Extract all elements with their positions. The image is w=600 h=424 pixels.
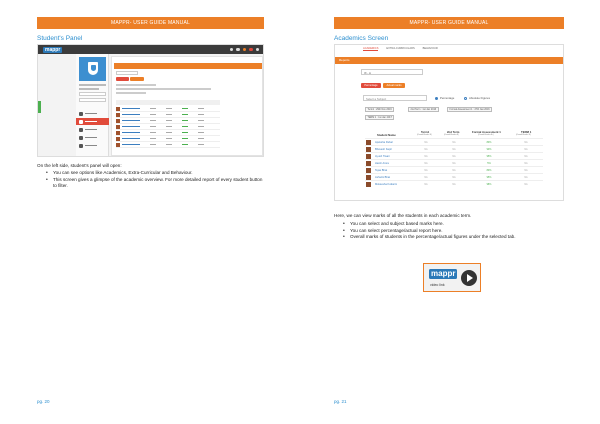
tab-behaviour: BEHAVIOUR (422, 46, 438, 50)
cell: NA (424, 148, 428, 151)
actual-marks-pill: Actual marks (383, 83, 405, 88)
column-subheader: (Overall Grade: B) (516, 133, 531, 136)
student-info-line (79, 84, 106, 86)
class-dropdown-value: IX - A (364, 70, 371, 75)
calendar-icon (79, 144, 83, 148)
term-tag: TERM 1 : 1st Jan 2017 (365, 115, 394, 120)
class-select (116, 71, 138, 75)
tabs (363, 47, 438, 51)
trophy-icon (79, 128, 83, 132)
tab-extra-curriculars: EXTRA-CURRICULARS (386, 46, 415, 50)
bullet-item: • This screen gives a glimpse of the academic overview. For more detailed report of every student button to filter. (43, 177, 263, 189)
table-row (365, 166, 543, 173)
bullet-item: • You can select and subject based marks here. (340, 221, 562, 227)
term-tag: Formal Assessment 1 : 27th Jan 2016 (447, 107, 492, 112)
sidebar-item-academics (76, 118, 109, 125)
radio-absolute-label: Absolute Figures (469, 96, 490, 100)
report-main (111, 56, 263, 156)
pill-button (130, 77, 144, 81)
bullet-item: • Overall marks of students in the percentage/actual figures under the selected tab. (340, 234, 562, 240)
student-name: Ashwini Bhat (375, 176, 390, 179)
alert-icon (249, 48, 253, 52)
cell: NA (452, 176, 456, 179)
bullet-list (340, 221, 562, 241)
mappr-logo: mappr (45, 46, 61, 53)
cell: NA (524, 162, 528, 165)
table-row (365, 180, 543, 187)
cell: NA (452, 148, 456, 151)
cell: NA (424, 176, 428, 179)
students-panel-screenshot (37, 44, 264, 157)
page-header: MAPPR- USER GUIDE MANUAL (334, 17, 564, 29)
video-link-thumbnail[interactable] (423, 263, 481, 292)
cell: NA (424, 141, 428, 144)
term-tag: 2nd Term : 1st Jan 2016 (408, 107, 439, 112)
avatar (366, 182, 371, 187)
pill-button (116, 77, 129, 81)
student-sidebar (76, 54, 109, 157)
intro-text: Here, we can view marks of all the students in each academic term. (334, 213, 472, 218)
student-name: Moksesha Kulkarni (375, 183, 397, 186)
home-icon (79, 112, 83, 116)
column-subheader: (Overall Grade: A+) (478, 133, 494, 136)
cell: 80% (486, 141, 492, 144)
table-row (365, 145, 543, 152)
cell: NA (452, 183, 456, 186)
bell-icon (236, 48, 240, 52)
cell: 98% (486, 183, 492, 186)
percentage-pill: Percentage (361, 83, 381, 88)
sidebar-item (76, 142, 109, 149)
column-header: Term1 (421, 130, 430, 134)
student-select (79, 98, 106, 102)
table-row (365, 159, 543, 166)
cell: NA (424, 169, 428, 172)
student-name: Bhavesh Kapil (375, 148, 392, 151)
radio-percentage (435, 97, 438, 100)
cell: 90% (486, 148, 492, 151)
user-icon (256, 48, 260, 52)
feedback-tab (38, 101, 41, 113)
school-crest-icon (88, 62, 98, 75)
page-header: MAPPR- USER GUIDE MANUAL (37, 17, 264, 29)
cell: NA (524, 141, 528, 144)
sidebar-item (76, 134, 109, 141)
academics-screenshot (334, 44, 564, 201)
cell: 80% (486, 169, 492, 172)
cell: 95% (486, 176, 492, 179)
class-dropdown (361, 69, 423, 75)
section-title: Student's Panel (37, 35, 83, 42)
app-topbar (38, 45, 263, 54)
radio-percentage-label: Percentage (440, 96, 455, 100)
topbar-icons (230, 48, 260, 52)
people-icon (79, 136, 83, 140)
cell: NA (452, 155, 456, 158)
cell: 5% (487, 162, 491, 165)
mappr-logo: mappr (431, 269, 456, 278)
sidebar-item (76, 126, 109, 133)
cell: NA (452, 162, 456, 165)
cell: NA (524, 148, 528, 151)
table-row (365, 138, 543, 145)
cell: NA (452, 169, 456, 172)
panel-title: Reports (339, 58, 350, 62)
panel-header (114, 63, 262, 69)
cell: NA (524, 155, 528, 158)
table-header (116, 100, 220, 105)
filter-line (116, 84, 156, 86)
subject-select (363, 95, 427, 101)
cell: NA (424, 155, 428, 158)
table-row (365, 173, 543, 180)
column-subheader: (Overall Grade: A) (444, 133, 459, 136)
video-link-label: video link (430, 283, 445, 287)
cell: NA (524, 183, 528, 186)
page-number: pg. 21 (334, 399, 347, 404)
student-info-line (79, 88, 99, 90)
intro-text: On the left side, student's panel will open: (37, 163, 122, 168)
radio-absolute (464, 97, 467, 100)
column-header: TERM 1 (521, 130, 532, 134)
cell: 95% (486, 155, 492, 158)
column-header: 2nd Term (447, 130, 460, 134)
bullet-item: • You can see options like Academics, Extra-Curricular and Behaviour. (43, 170, 263, 176)
column-header: Formal Assessment 1 (472, 130, 501, 134)
bullet-item: • You can select percentage/actual report here. (340, 228, 562, 234)
profile-banner (79, 57, 106, 81)
cell: NA (524, 176, 528, 179)
cell: NA (452, 141, 456, 144)
student-name: Harsh Arora (375, 162, 389, 165)
section-title: Academics Screen (334, 35, 389, 42)
column-subheader: (Overall Grade: B) (417, 133, 432, 136)
play-icon[interactable] (461, 270, 477, 286)
term-tag: Term1 : 29th Nov 2016 (365, 107, 394, 112)
cell: NA (424, 183, 428, 186)
student-name: Apeksha Dubal (375, 141, 393, 144)
subject-placeholder: Select a Subject (366, 96, 387, 101)
panel-header (335, 57, 563, 64)
book-icon (79, 120, 83, 124)
table-row (365, 152, 543, 159)
cell: NA (424, 162, 428, 165)
cell: NA (524, 169, 528, 172)
column-header: Student Name (377, 133, 396, 137)
table-row (116, 142, 220, 148)
notification-icon (243, 48, 247, 52)
bullet-list (43, 170, 263, 189)
student-select (79, 92, 106, 96)
right-page (300, 0, 600, 424)
home-icon (230, 48, 234, 52)
sidebar-item (76, 110, 109, 117)
tab-academics: ACADEMICS (363, 46, 379, 50)
term-line (116, 88, 211, 90)
student-name: Tejas Bhat (375, 169, 388, 172)
term-line (116, 92, 146, 94)
student-name: Ayush Tiwari (375, 155, 390, 158)
page-number: pg. 20 (37, 399, 50, 404)
